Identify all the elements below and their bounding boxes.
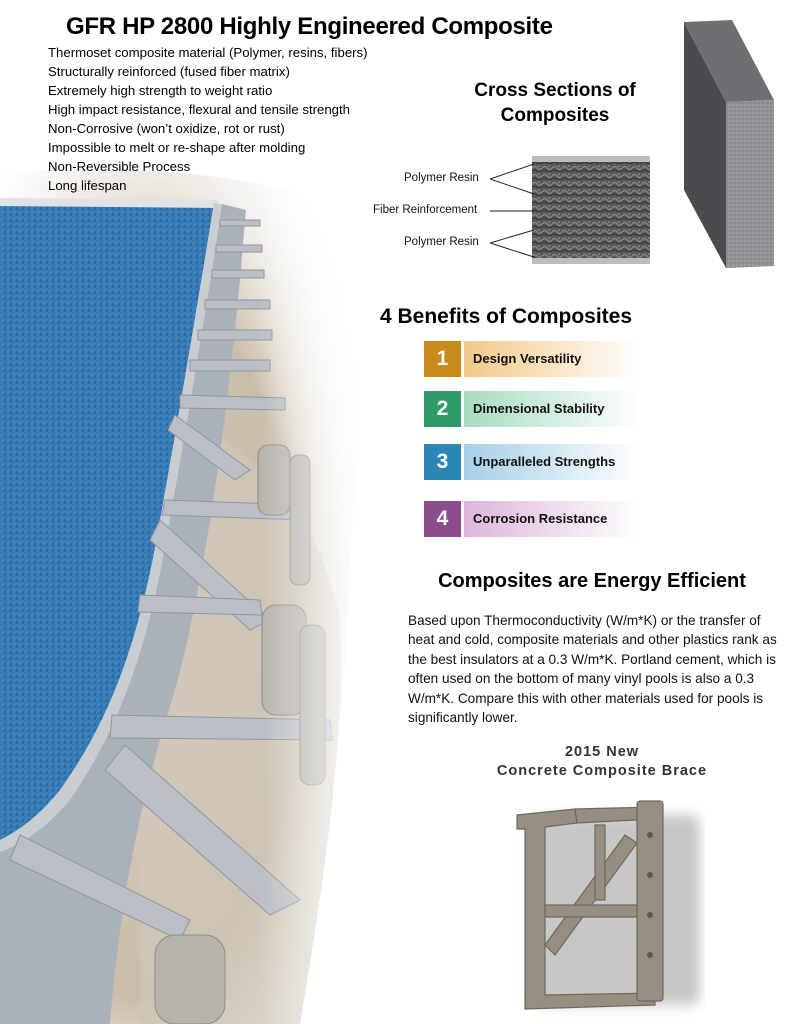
cross-sections-title-line1: Cross Sections of <box>474 80 636 101</box>
brace-title-line2: Concrete Composite Brace <box>496 763 708 779</box>
label-polymer-resin-top: Polymer Resin <box>404 172 479 184</box>
energy-body-text: Based upon Thermoconductivity (W/m*K) or the transfer of heat and cold, composite materials and other plastics rank as the best insulators at a 0.3 W/m*K. Portland cement, which is often used on the bottom of many vinyl pools is also a 0.3 W/m*K. Compare this with other materials used for pools is significantly lower. <box>408 613 777 726</box>
feature-item: Non-Reversible Process <box>48 159 191 174</box>
feature-item: Structurally reinforced (fused fiber matrix) <box>48 64 290 79</box>
brace-title <box>462 743 742 781</box>
feature-item: High impact resistance, flexural and tensile strength <box>48 102 350 117</box>
cross-sections-title <box>445 78 665 128</box>
benefit-number: 4 <box>424 501 461 537</box>
benefit-item-4 <box>424 501 640 537</box>
feature-item: Non-Corrosive (won’t oxidize, rot or rust) <box>48 121 285 136</box>
composite-panel-image <box>684 20 776 270</box>
composite-brace-image <box>505 795 705 1020</box>
benefit-label: Design Versatility <box>473 351 582 366</box>
energy-title: Composites are Energy Efficient <box>438 570 746 592</box>
page-title: GFR HP 2800 Highly Engineered Composite <box>66 13 553 40</box>
benefit-number: 1 <box>424 341 461 377</box>
benefit-item-3 <box>424 444 640 480</box>
benefit-label: Dimensional Stability <box>473 401 605 416</box>
benefit-item-1 <box>424 341 640 377</box>
benefits-title: 4 Benefits of Composites <box>379 305 633 328</box>
benefit-number: 2 <box>424 391 461 427</box>
label-polymer-resin-bottom: Polymer Resin <box>404 236 479 248</box>
label-fiber-reinforcement: Fiber Reinforcement <box>373 204 478 216</box>
cross-section-leader-lines <box>490 160 540 260</box>
feature-item: Thermoset composite material (Polymer, resins, fibers) <box>48 45 368 60</box>
cross-section-image <box>532 156 650 264</box>
benefit-item-2 <box>424 391 640 427</box>
feature-item: Extremely high strength to weight ratio <box>48 83 273 98</box>
feature-item: Long lifespan <box>48 178 127 193</box>
feature-list <box>48 43 368 195</box>
benefit-label: Corrosion Resistance <box>473 511 608 526</box>
benefit-label: Unparalleled Strengths <box>473 454 616 469</box>
brace-title-line1: 2015 New <box>564 744 640 760</box>
feature-item: Impossible to melt or re-shape after molding <box>48 140 306 155</box>
benefit-number: 3 <box>424 444 461 480</box>
cross-sections-title-line2: Composites <box>500 105 610 126</box>
